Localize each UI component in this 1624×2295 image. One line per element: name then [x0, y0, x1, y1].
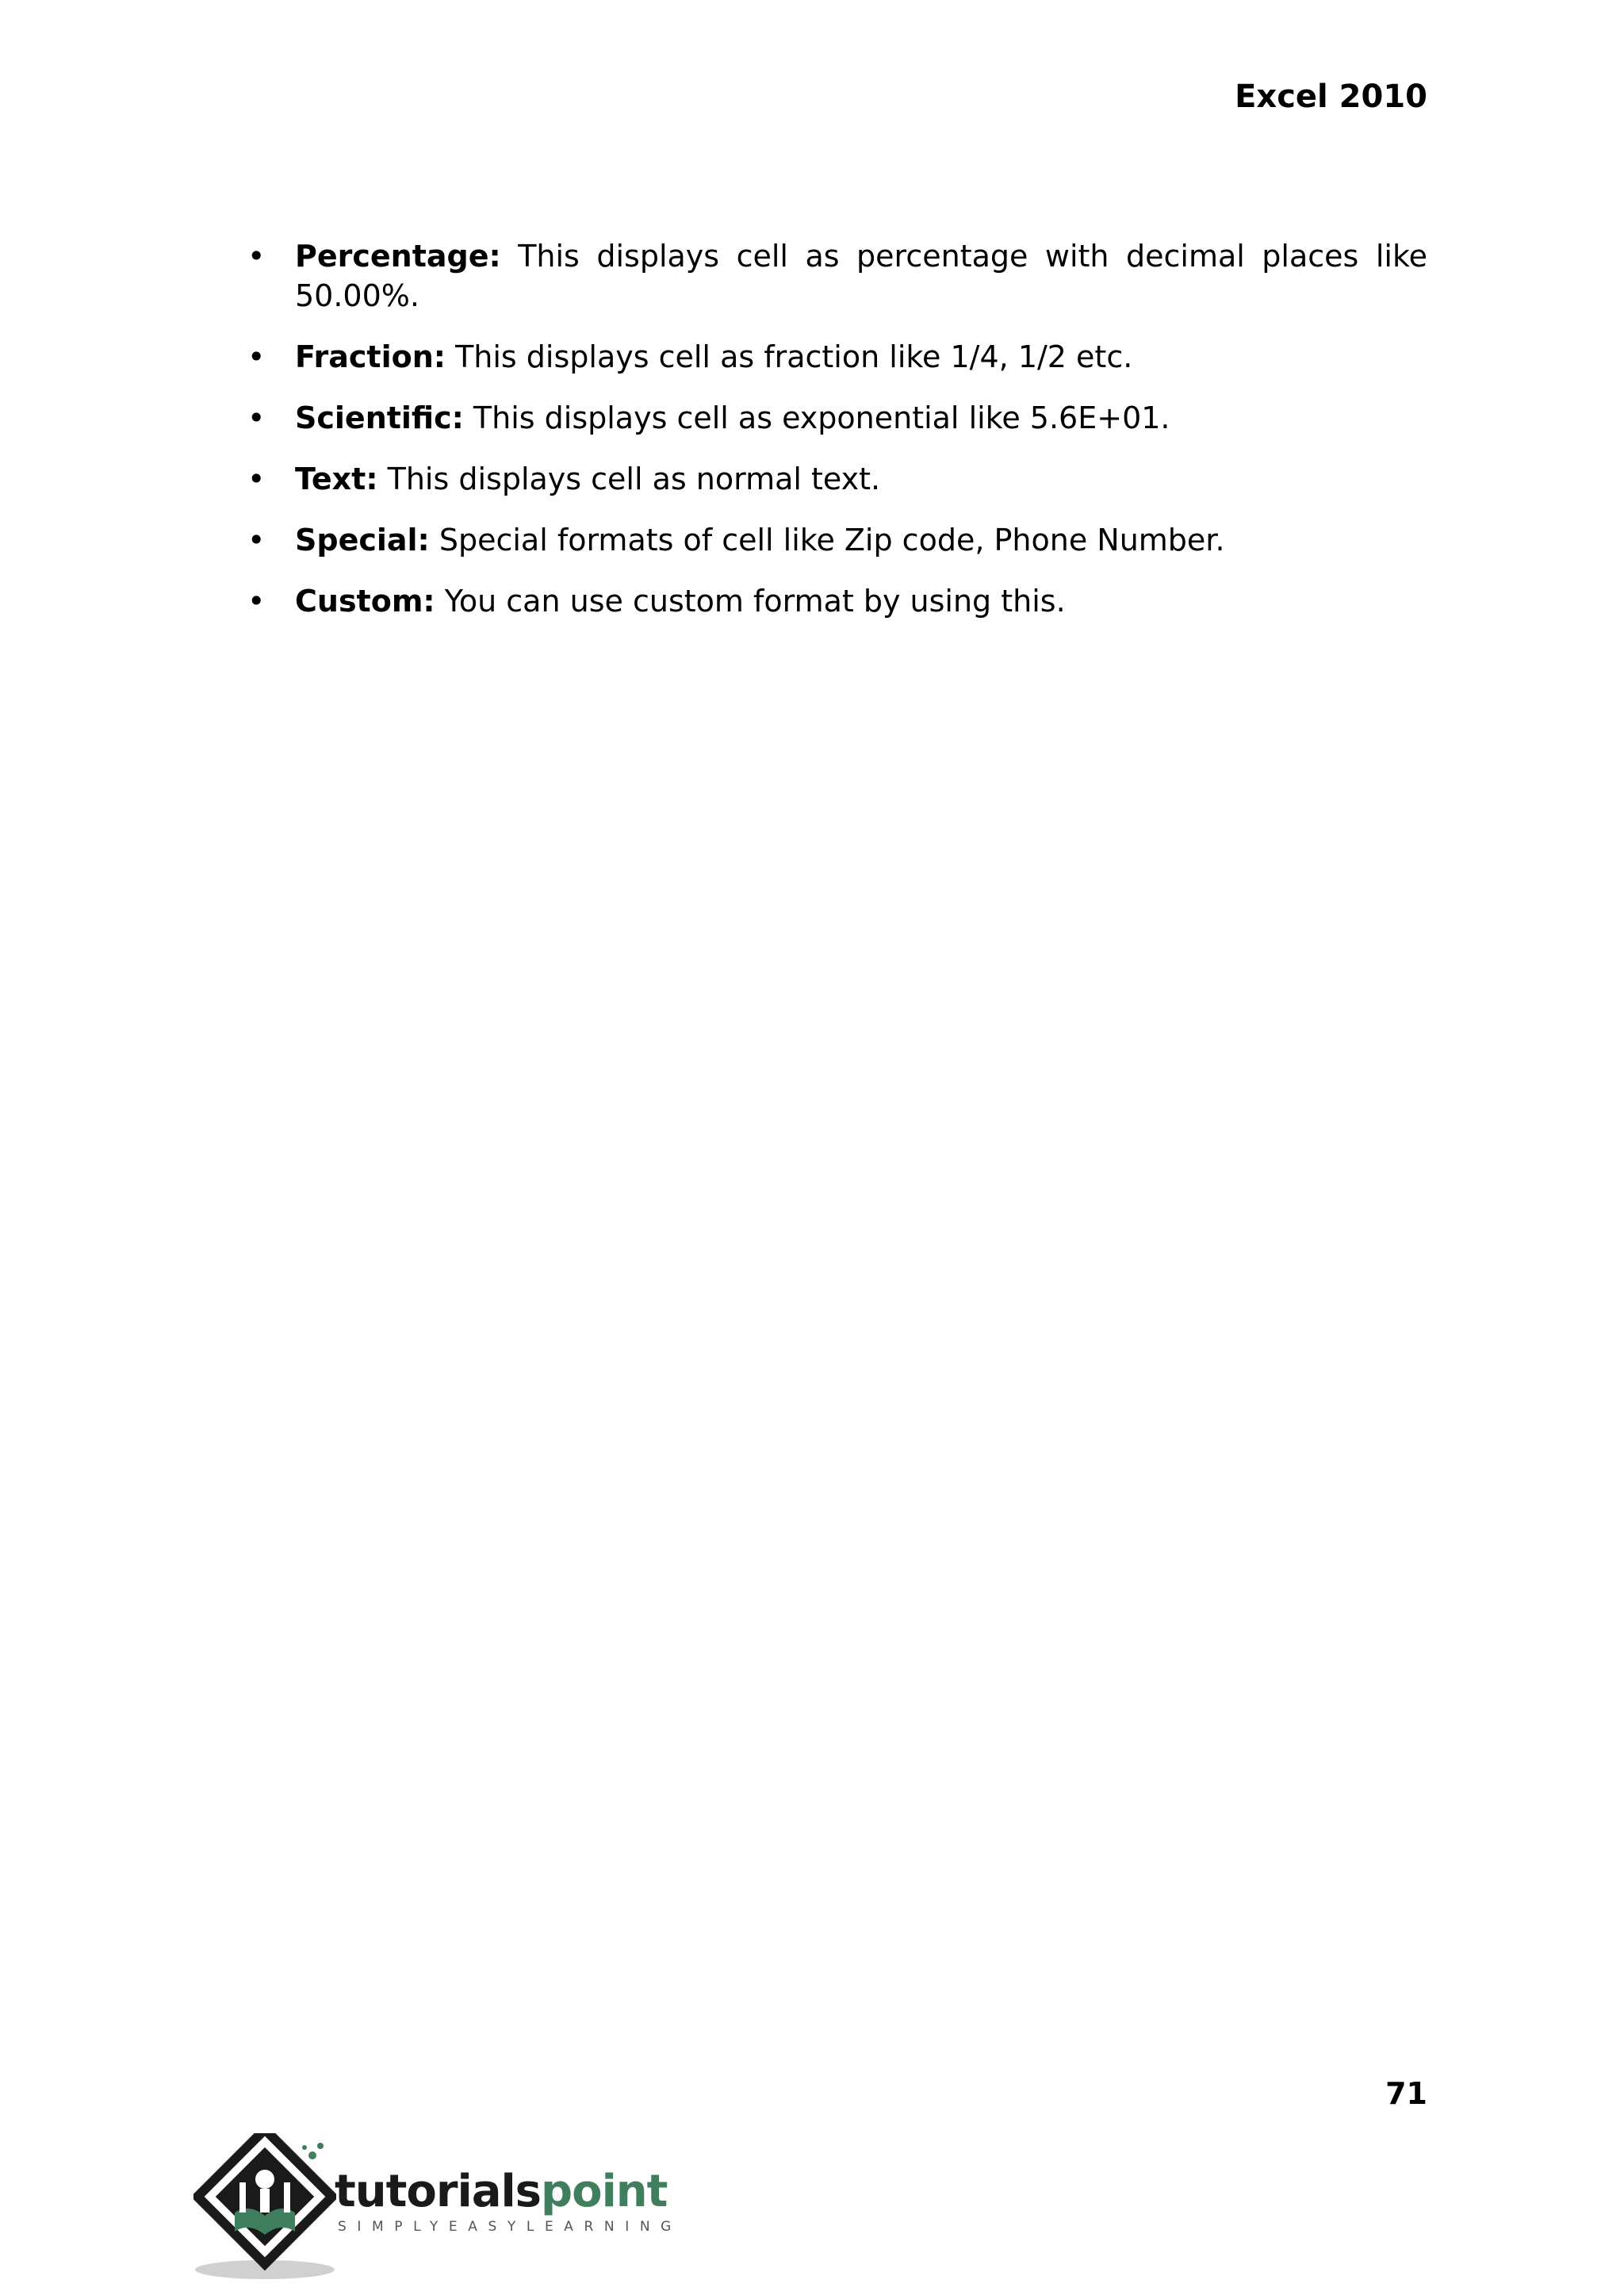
logo-mark-icon: [193, 2133, 336, 2284]
logo-tagline: SIMPLYEASYLEARNING: [338, 2219, 682, 2235]
logo-word-point: point: [541, 2166, 668, 2217]
bullet-icon: •: [247, 462, 266, 496]
item-text: This displays cell as percentage with decimal places like 50.00%.: [295, 239, 1427, 313]
item-term: Scientific:: [295, 400, 464, 435]
item-term: Percentage:: [295, 239, 501, 274]
item-text: This displays cell as normal text.: [377, 462, 881, 496]
bullet-icon: •: [247, 239, 266, 274]
bullet-icon: •: [247, 584, 266, 619]
bullet-icon: •: [247, 339, 266, 374]
format-list: [238, 236, 1427, 621]
list-item: [238, 236, 1427, 316]
logo-word-tutorials: tutorials: [335, 2166, 542, 2217]
list-item: [238, 398, 1427, 438]
list-item: [238, 520, 1427, 560]
main-content: [238, 236, 1427, 642]
item-text: Special formats of cell like Zip code, Phone Number.: [429, 523, 1225, 557]
item-term: Custom:: [295, 584, 435, 619]
header-title: Excel 2010: [1235, 79, 1427, 115]
item-text: This displays cell as exponential like 5.6E+01.: [463, 400, 1170, 435]
list-item: [238, 459, 1427, 499]
item-text: This displays cell as fraction like 1/4, 1/2 etc.: [445, 339, 1133, 374]
list-item: [238, 337, 1427, 377]
list-item: [238, 581, 1427, 621]
item-text: You can use custom format by using this.: [435, 584, 1066, 619]
item-term: Fraction:: [295, 339, 446, 374]
bullet-icon: •: [247, 523, 266, 557]
page-number: 71: [1385, 2076, 1427, 2111]
tutorialspoint-logo: [193, 2133, 682, 2284]
item-term: Text:: [295, 462, 378, 496]
item-term: Special:: [295, 523, 430, 557]
logo-wordmark: [335, 2167, 667, 2217]
bullet-icon: •: [247, 400, 266, 435]
